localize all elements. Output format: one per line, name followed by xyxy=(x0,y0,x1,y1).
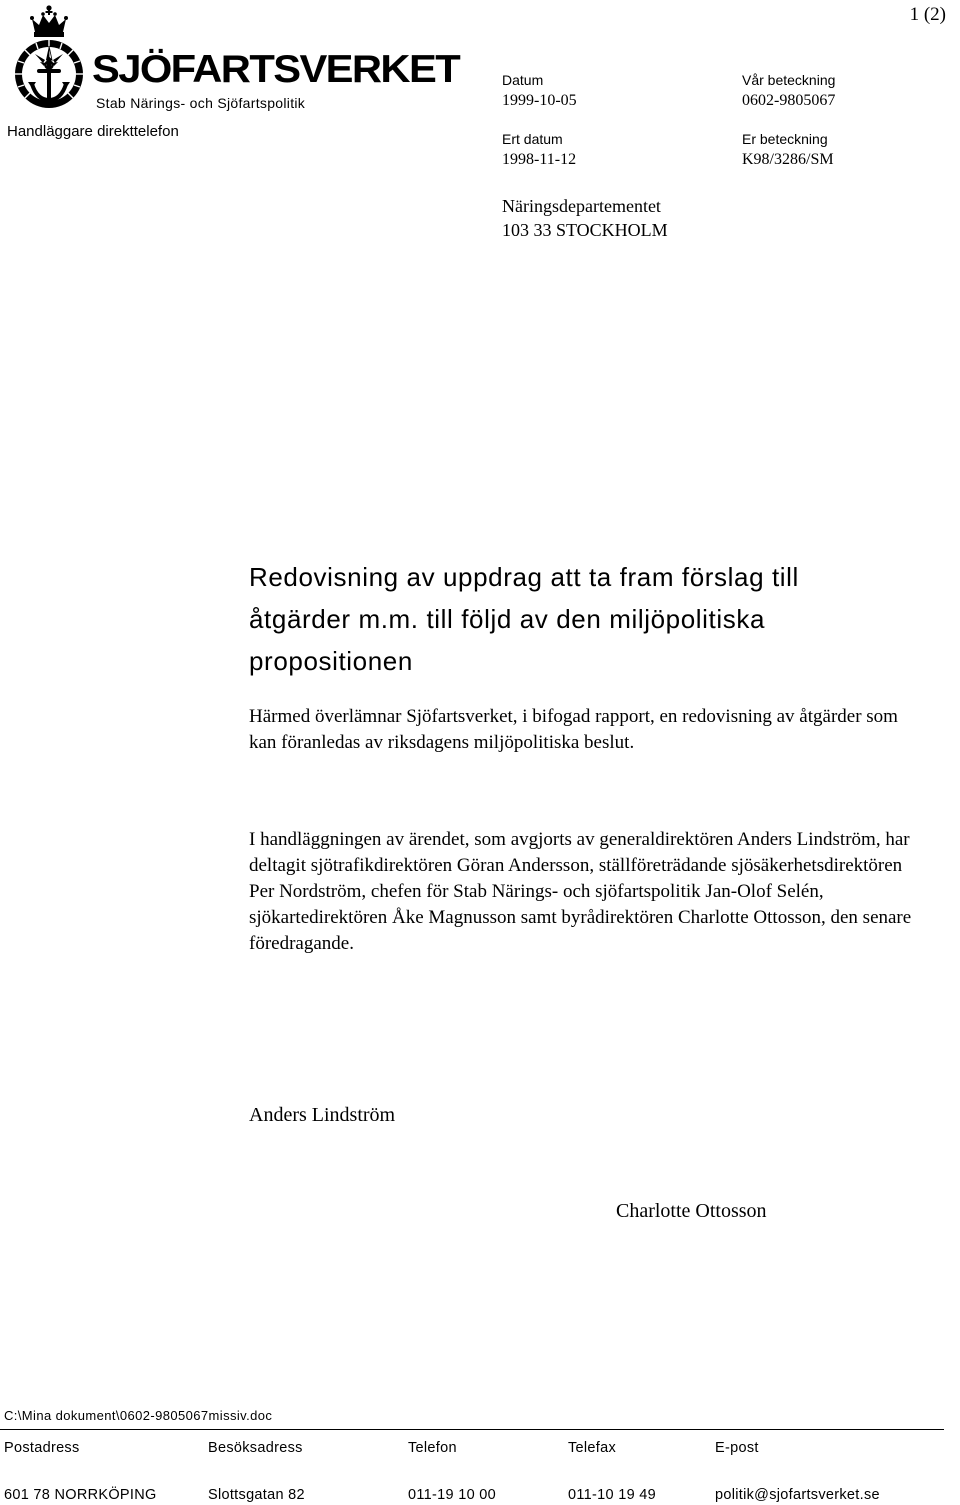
your-reference-label: Er beteckning xyxy=(742,131,828,147)
footer-divider xyxy=(0,1429,944,1430)
footer-phone-label: Telefon xyxy=(408,1440,457,1456)
recipient-address: 103 33 STOCKHOLM xyxy=(502,220,668,240)
logo-wordmark: SJÖFARTSVERKET xyxy=(92,48,460,91)
signature-name-2: Charlotte Ottosson xyxy=(616,1200,767,1222)
your-reference-value: K98/3286/SM xyxy=(742,151,834,168)
handler-phone-label: Handläggare direkttelefon xyxy=(7,123,179,140)
document-title: Redovisning av uppdrag att ta fram förslag till åtgärder m.m. till följd av den miljöpolitiska propositionen xyxy=(249,562,799,676)
body-paragraph-1: Härmed överlämnar Sjöfartsverket, i bifogad rapport, en redovisning av åtgärder som kan föranledas av riksdagens miljöpolitiska beslut. xyxy=(249,706,898,753)
body-paragraph-2: I handläggningen av ärendet, som avgjorts av generaldirektören Anders Lindström, har deltagit sjötrafikdirektören Göran Andersson, ställföreträdande sjösäkerhetsdirektören Per Nordström, chefen för Stab Närings- och sjöfartspolitik Jan-Olof Selén, sjökartedirektören Åke Magnusson samt byrådirektören Charlotte Ottosson, den senare föredragande. xyxy=(249,829,912,954)
signature-name-1: Anders Lindström xyxy=(249,1104,396,1126)
footer-visit-label: Besöksadress xyxy=(208,1440,303,1456)
crowned-anchor-emblem-icon xyxy=(8,2,90,110)
footer-postal-value: 601 78 NORRKÖPING xyxy=(4,1487,157,1503)
your-date-value: 1998-11-12 xyxy=(502,151,577,168)
footer-postal-label: Postadress xyxy=(4,1440,80,1456)
footer-fax-label: Telefax xyxy=(568,1440,617,1456)
page-number: 1 (2) xyxy=(909,4,946,25)
date-label: Datum xyxy=(502,72,544,88)
department-name: Stab Närings- och Sjöfartspolitik xyxy=(96,95,306,111)
footer-visit-value: Slottsgatan 82 xyxy=(208,1487,305,1503)
our-reference-label: Vår beteckning xyxy=(742,72,836,88)
footer-email-value: politik@sjofartsverket.se xyxy=(715,1487,880,1503)
file-path: C:\Mina dokument\0602-9805067missiv.doc xyxy=(4,1408,273,1423)
recipient-name: Näringsdepartementet xyxy=(502,196,661,216)
footer-phone-value: 011-19 10 00 xyxy=(408,1487,496,1503)
your-date-label: Ert datum xyxy=(502,131,563,147)
footer-fax-value: 011-10 19 49 xyxy=(568,1487,656,1503)
footer-email-label: E-post xyxy=(715,1440,759,1456)
date-value: 1999-10-05 xyxy=(502,92,577,109)
our-reference-value: 0602-9805067 xyxy=(742,92,836,109)
